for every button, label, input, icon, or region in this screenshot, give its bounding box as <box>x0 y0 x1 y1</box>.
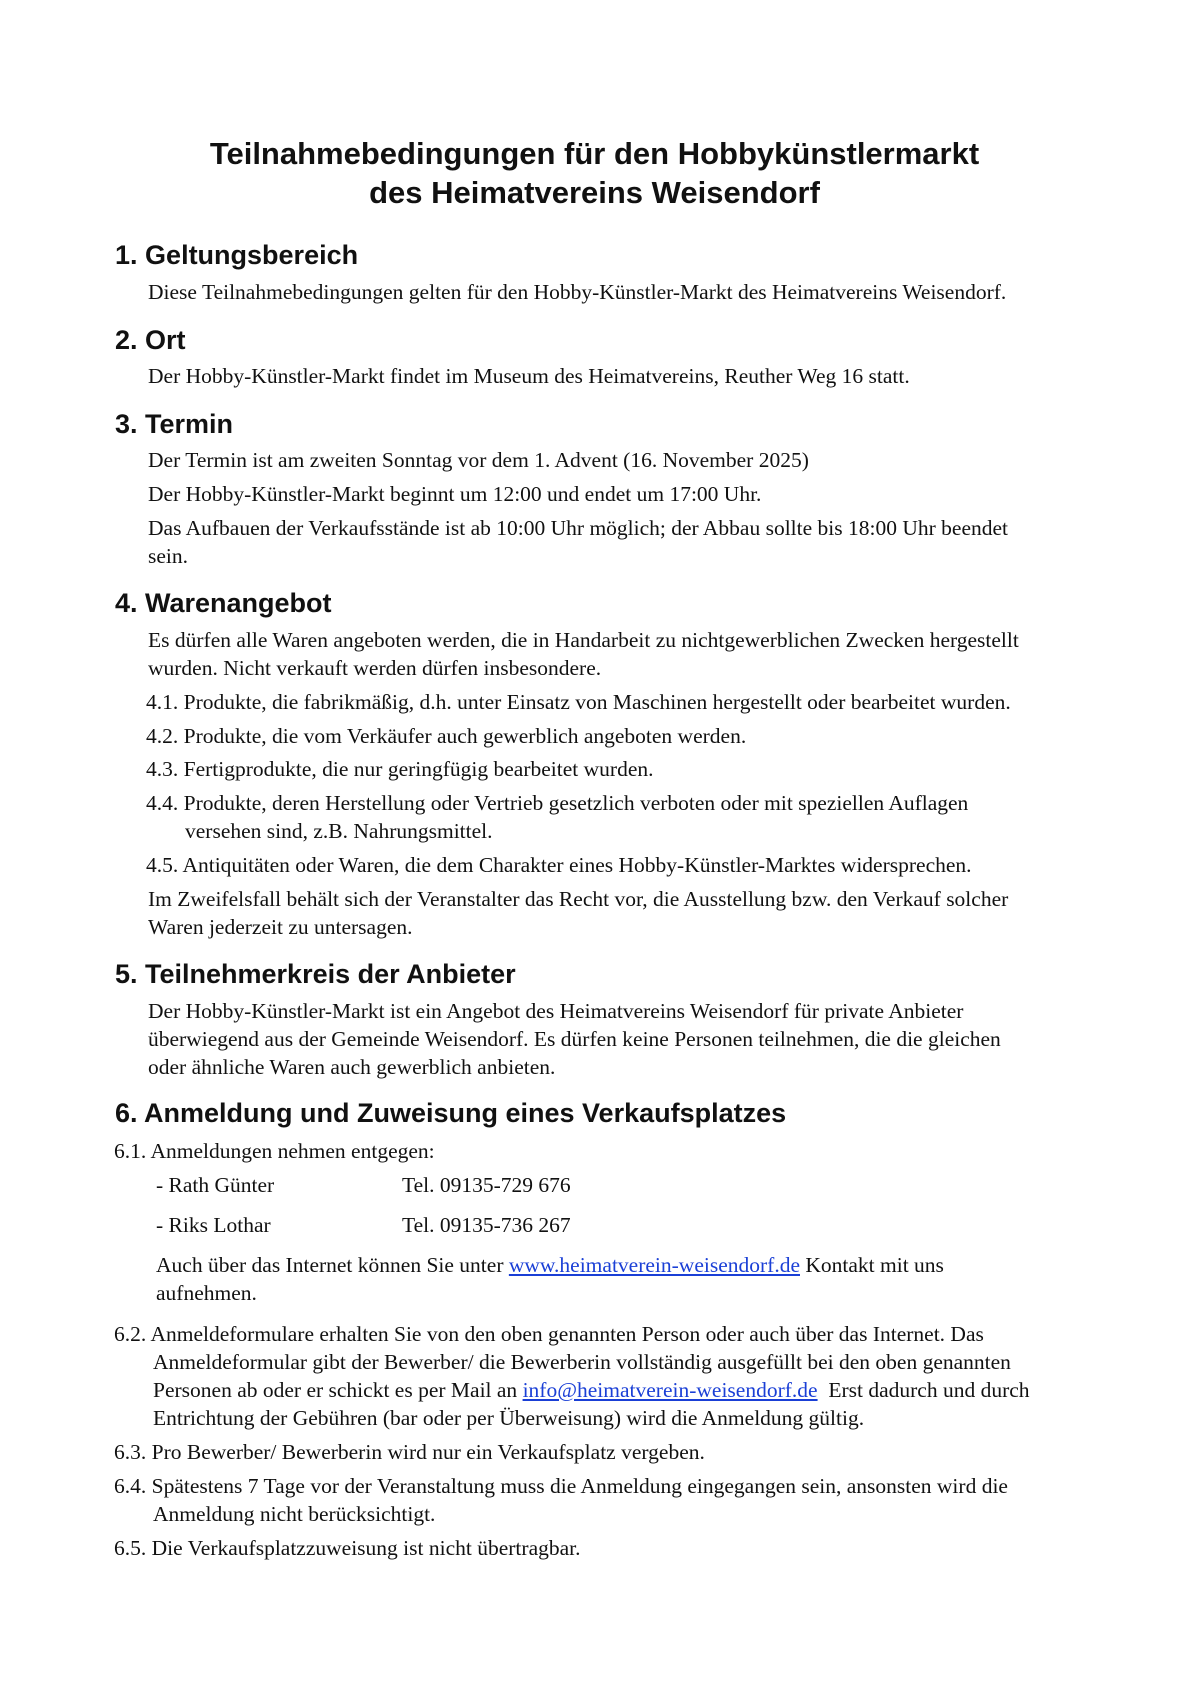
contact-phone: Tel. 09135-736 267 <box>402 1213 571 1237</box>
section-6-item-3: 6.3. Pro Bewerber/ Bewerberin wird nur ein Verkaufsplatz vergeben. <box>114 1440 705 1464</box>
section-4-outro-line-2: Waren jederzeit zu untersagen. <box>148 915 413 939</box>
section-6-heading: 6. Anmeldung und Zuweisung eines Verkaufsplatzes <box>115 1098 787 1128</box>
section-4-item-1: 4.1. Produkte, die fabrikmäßig, d.h. unter Einsatz von Maschinen hergestellt oder bearbeitet wurden. <box>146 690 1011 714</box>
internet-contact-text: Auch über das Internet können Sie unter <box>156 1253 509 1277</box>
email-link[interactable]: info@heimatverein-weisendorf.de <box>522 1378 818 1402</box>
internet-contact-line-1 <box>156 1251 944 1279</box>
section-4-item-4-line-2: versehen sind, z.B. Nahrungsmittel. <box>185 819 493 843</box>
section-6-item-5: 6.5. Die Verkaufsplatzzuweisung ist nicht übertragbar. <box>114 1536 581 1560</box>
mail-text: Personen ab oder er schickt es per Mail an <box>153 1378 523 1402</box>
section-6-item-1: 6.1. Anmeldungen nehmen entgegen: <box>114 1139 435 1163</box>
section-6-item-2-line-2: Anmeldeformular gibt der Bewerber/ die Bewerberin vollständig ausgefüllt bei den oben genannten <box>153 1350 1011 1374</box>
section-3-paragraph-1: Der Termin ist am zweiten Sonntag vor dem 1. Advent (16. November 2025) <box>148 448 809 472</box>
section-4-intro-line-1: Es dürfen alle Waren angeboten werden, die in Handarbeit zu nichtgewerblichen Zwecken hergestellt <box>148 628 1019 652</box>
section-5-text-line-3: oder ähnliche Waren auch gewerblich anbieten. <box>148 1055 556 1079</box>
section-5-text-line-2: überwiegend aus der Gemeinde Weisendorf. Es dürfen keine Personen teilnehmen, die die gleichen <box>148 1027 1001 1051</box>
section-2-text: Der Hobby-Künstler-Markt findet im Museum des Heimatvereins, Reuther Weg 16 statt. <box>148 364 910 388</box>
section-5-heading: 5. Teilnehmerkreis der Anbieter <box>115 959 516 989</box>
section-6-item-4-line-2: Anmeldung nicht berücksichtigt. <box>153 1502 436 1526</box>
section-1-title: Geltungsbereich <box>145 240 359 270</box>
section-3-paragraph-3-line-2: sein. <box>148 544 189 568</box>
section-6-item-2-line-3 <box>153 1376 1030 1404</box>
internet-contact-line-2: aufnehmen. <box>156 1281 257 1305</box>
section-6-item-2-line-1: 6.2. Anmeldeformulare erhalten Sie von den oben genannten Person oder auch über das Internet. Das <box>114 1322 984 1346</box>
section-4-item-5: 4.5. Antiquitäten oder Waren, die dem Charakter eines Hobby-Künstler-Marktes widersprechen. <box>146 853 972 877</box>
contact-name: - Riks Lothar <box>156 1213 271 1237</box>
section-3-paragraph-3-line-1: Das Aufbauen der Verkaufsstände ist ab 10:00 Uhr möglich; der Abbau sollte bis 18:00 Uhr beendet <box>148 516 1009 540</box>
section-4-item-3: 4.3. Fertigprodukte, die nur geringfügig bearbeitet wurden. <box>146 757 654 781</box>
section-4-outro-line-1: Im Zweifelsfall behält sich der Veranstalter das Recht vor, die Ausstellung bzw. den Verkauf solcher <box>148 887 1009 911</box>
section-4-item-4-line-1: 4.4. Produkte, deren Herstellung oder Vertrieb gesetzlich verboten oder mit speziellen Auflagen <box>146 791 969 815</box>
website-link[interactable]: www.heimatverein-weisendorf.de <box>508 1253 800 1277</box>
section-3-heading: 3. Termin <box>115 409 234 439</box>
internet-contact-text-end: Kontakt mit uns <box>800 1253 944 1277</box>
section-6-item-2-line-4: Entrichtung der Gebühren (bar oder per Überweisung) wird die Anmeldung gültig. <box>153 1406 865 1430</box>
section-1-text: Diese Teilnahmebedingungen gelten für den Hobby-Künstler-Markt des Heimatvereins Weisendorf. <box>148 280 1007 304</box>
section-1-number: 1. <box>115 240 138 270</box>
section-4-heading: 4. Warenangebot <box>115 588 332 618</box>
section-5-text-line-1: Der Hobby-Künstler-Markt ist ein Angebot des Heimatvereins Weisendorf für private Anbieter <box>148 999 964 1023</box>
contact-name: - Rath Günter <box>156 1173 275 1197</box>
section-4-intro-line-2: wurden. Nicht verkauft werden dürfen insbesondere. <box>148 656 602 680</box>
section-4-item-2: 4.2. Produkte, die vom Verkäufer auch gewerblich angeboten werden. <box>146 724 747 748</box>
section-6-item-4-line-1: 6.4. Spätestens 7 Tage vor der Veranstaltung muss die Anmeldung eingegangen sein, ansonsten wird die <box>114 1474 1008 1498</box>
mail-text-end: Erst dadurch und durch <box>817 1378 1030 1402</box>
section-2-heading: 2. Ort <box>115 325 186 355</box>
section-3-paragraph-2: Der Hobby-Künstler-Markt beginnt um 12:00 und endet um 17:00 Uhr. <box>148 482 762 506</box>
section-1-heading <box>115 240 358 271</box>
document-title-line-2: des Heimatvereins Weisendorf <box>369 175 820 210</box>
contact-phone: Tel. 09135-729 676 <box>402 1173 571 1197</box>
document-title-line-1: Teilnahmebedingungen für den Hobbykünstlermarkt <box>209 136 980 171</box>
